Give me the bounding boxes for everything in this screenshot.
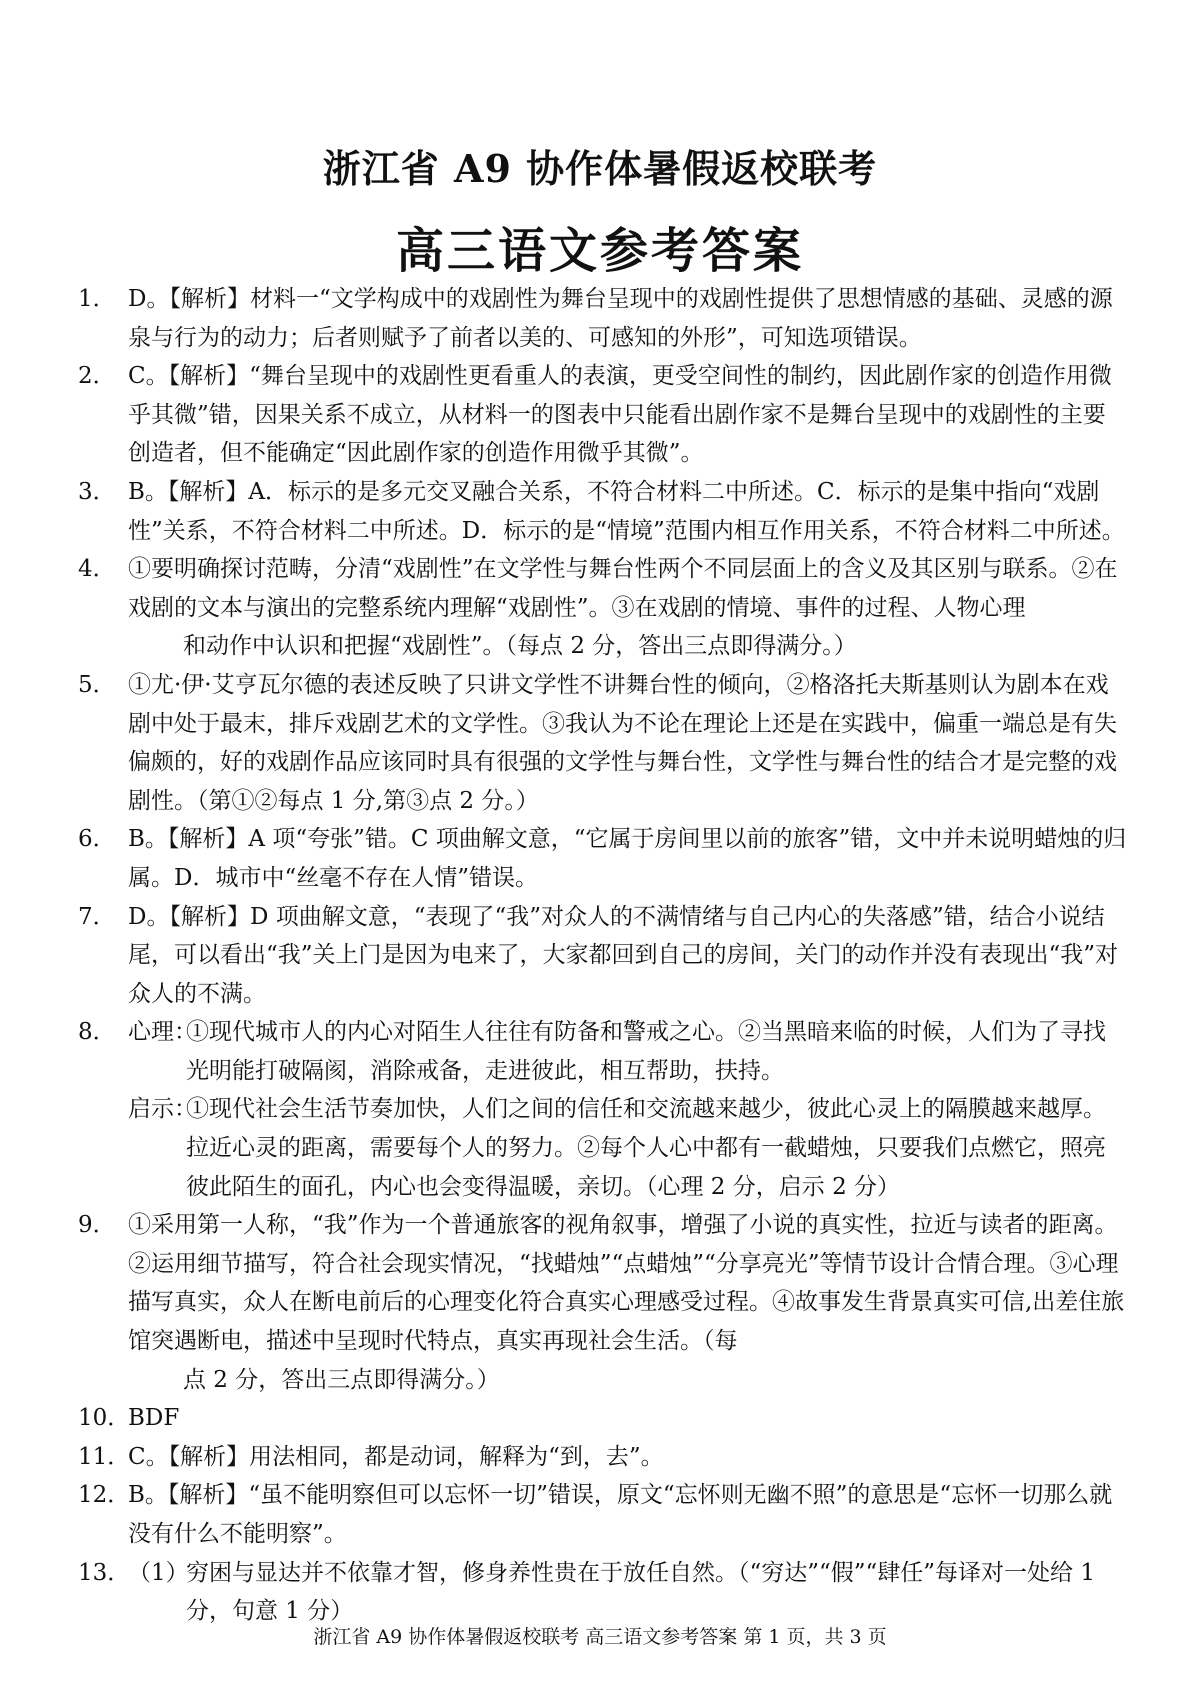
- answer-item-3: [78, 473, 1128, 550]
- answer-number: 3．: [78, 478, 116, 505]
- answer-text: ①现代城市人的内心对陌生人往往有防备和警戒之心。②当黑暗来临的时候，人们为了寻找光明能打破隔阂，消除戒备，走进彼此，相互帮助，扶持。: [186, 1019, 1106, 1084]
- answer-item-10: [78, 1399, 1128, 1438]
- answer-item-4: [78, 550, 1128, 666]
- answer-text: ①采用第一人称，“我”作为一个普通旅客的视角叙事，增强了小说的真实性，拉近与读者的距离。②运用细节描写，符合社会现实情况，“找蜡烛”“点蜡烛”“分享亮光”等情节设计合情合理。③心理描写真实，众人在断电前后的心理变化符合真实心理感受过程。④故事发生背景真实可信,出差住旅馆突遇断电，描述中呈现时代特点，真实再现社会生活。（每: [128, 1212, 1125, 1355]
- answer-item-8: [78, 1013, 1128, 1090]
- answer-item-13: [78, 1554, 1128, 1631]
- answer-item-5: [78, 666, 1128, 820]
- answer-sub-label: 启示：: [128, 1096, 197, 1123]
- answer-number: 7．: [78, 903, 116, 930]
- answer-number: 2．: [78, 363, 116, 390]
- answer-list: [78, 280, 1128, 1631]
- answer-sub-label: （1）: [128, 1559, 189, 1586]
- answer-item-1: [78, 280, 1128, 357]
- answer-text: C。【解析】“舞台呈现中的戏剧性更看重人的表演，更受空间性的制约，因此剧作家的创造作用微乎其微”错，因果关系不成立，从材料一的图表中只能看出剧作家不是舞台呈现中的戏剧性的主要创造者，但不能确定“因此剧作家的创造作用微乎其微”。: [128, 363, 1112, 467]
- answer-number: 10．: [78, 1405, 131, 1432]
- answer-item-11: [78, 1438, 1128, 1477]
- answer-number: 1．: [78, 286, 116, 312]
- answer-number: 5．: [78, 671, 116, 698]
- answer-sub-label: 心理：: [128, 1019, 197, 1046]
- answer-item-6: [78, 820, 1128, 897]
- answer-text: D。【解析】材料一“文学构成中的戏剧性为舞台呈现中的戏剧性提供了思想情感的基础、灵感的源泉与行为的动力；后者则赋予了前者以美的、可感知的外形”，可知选项错误。: [128, 286, 1113, 351]
- exam-title: 浙江省 A9 协作体暑假返校联考: [322, 146, 878, 191]
- answer-number: 4．: [78, 556, 116, 583]
- answer-number: 11．: [78, 1443, 131, 1470]
- answer-text: C。【解析】用法相同，都是动词，解释为“到，去”。: [128, 1443, 664, 1470]
- answer-text: ①现代社会生活节奏加快，人们之间的信任和交流越来越少，彼此心灵上的隔膜越来越厚。拉近心灵的距离，需要每个人的努力。②每个人心中都有一截蜡烛，只要我们点燃它，照亮彼此陌生的面孔，内心也会变得温暖，亲切。（心理 2 分，启示 2 分）: [186, 1096, 1106, 1200]
- answer-text: B。【解析】“虽不能明察但可以忘怀一切”错误，原文“忘怀则无幽不照”的意思是“忘怀一切那么就没有什么不能明察”。: [128, 1482, 1113, 1547]
- answer-number: 13．: [78, 1559, 131, 1586]
- answer-continuation: 点 2 分，答出三点即得满分。）: [183, 1366, 500, 1393]
- answer-number: 8．: [78, 1019, 116, 1046]
- answer-number: 12．: [78, 1482, 131, 1509]
- answer-item-2: [78, 357, 1128, 473]
- answer-item-7: [78, 898, 1128, 1014]
- answer-text: 穷困与显达并不依靠才智，修身养性贵在于放任自然。（“穷达”“假”“肆任”每译对一处给 1 分，句意 1 分）: [186, 1559, 1095, 1625]
- answer-text: BDF: [128, 1405, 180, 1432]
- answer-item-12: [78, 1476, 1128, 1553]
- answer-text: ①要明确探讨范畴，分清“戏剧性”在文学性与舞台性两个不同层面上的含义及其区别与联系。②在戏剧的文本与演出的完整系统内理解“戏剧性”。③在戏剧的情境、事件的过程、人物心理: [128, 556, 1118, 621]
- answer-text: B。【解析】A．标示的是多元交叉融合关系，不符合材料二中所述。C．标示的是集中指向“戏剧性”关系，不符合材料二中所述。D．标示的是“情境”范围内相互作用关系，不符合材料二中所述。: [128, 478, 1125, 544]
- answer-item-8-insight: [78, 1090, 1128, 1206]
- answer-number: 9．: [78, 1212, 116, 1239]
- document-title: 高三语文参考答案: [395, 223, 804, 279]
- answer-text: B。【解析】A 项“夸张”错。C 项曲解文意，“它属于房间里以前的旅客”错，文中并未说明蜡烛的归属。D．城市中“丝毫不存在人情”错误。: [128, 826, 1127, 891]
- answer-number: 6．: [78, 826, 116, 853]
- answer-text: D。【解析】D 项曲解文意，“表现了“我”对众人的不满情绪与自己内心的失落感”错，结合小说结尾，可以看出“我”关上门是因为电来了，大家都回到自己的房间，关门的动作并没有表现出“我”对众人的不满。: [128, 903, 1119, 1007]
- answer-continuation: 和动作中认识和把握“戏剧性”。（每点 2 分，答出三点即得满分。）: [183, 633, 857, 660]
- answer-text: ①尤·伊·艾亨瓦尔德的表述反映了只讲文学性不讲舞台性的倾向，②格洛托夫斯基则认为剧本在戏剧中处于最末，排斥戏剧艺术的文学性。③我认为不论在理论上还是在实践中，偏重一端总是有失偏颇的，好的戏剧作品应该同时具有很强的文学性与舞台性，文学性与舞台性的结合才是完整的戏剧性。（第①②每点 1 分,第③点 2 分。）: [128, 671, 1117, 814]
- answer-item-9: [78, 1206, 1128, 1399]
- page-footer: 浙江省 A9 协作体暑假返校联考 高三语文参考答案 第 1 页，共 3 页: [313, 1626, 887, 1648]
